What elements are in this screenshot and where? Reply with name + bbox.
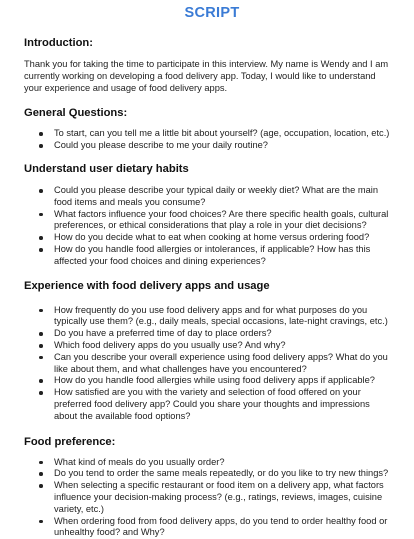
- list-item: When ordering food from food delivery apps, do you tend to order healthy food or unhealthy food? and Why?: [24, 516, 400, 539]
- general-questions-list: [24, 128, 400, 152]
- dietary-habits-section: [24, 162, 400, 268]
- food-preference-list: [24, 457, 400, 539]
- list-item: How frequently do you use food delivery apps and for what purposes do you typically use them? (e.g., daily meals, special occasions, late-night cravings, etc.): [24, 305, 400, 329]
- list-item: Could you please describe to me your daily routine?: [24, 140, 400, 152]
- list-item: Do you have a preferred time of day to place orders?: [24, 328, 400, 340]
- dietary-habits-list: [24, 185, 400, 268]
- list-item: How do you decide what to eat when cooking at home versus ordering food?: [24, 232, 400, 244]
- introduction-heading: Introduction:: [24, 37, 93, 49]
- list-item: What factors influence your food choices? Are there specific health goals, cultural preferences, or ethical considerations that play a role in your diet decisions?: [24, 209, 400, 233]
- list-item: What kind of meals do you usually order?: [24, 457, 400, 469]
- list-item: How satisfied are you with the variety and selection of food offered on your preferred food delivery app? Could you share your thoughts and impressions about the available food options?: [24, 387, 400, 422]
- introduction-paragraph: Thank you for taking the time to participate in this interview. My name is Wendy and I am currently working on developing a food delivery app. Today, I would like to understand your experience and usage of food delivery apps.: [24, 59, 389, 93]
- page-title: SCRIPT: [184, 5, 240, 21]
- list-item: Can you describe your overall experience using food delivery apps? What do you like about them, and what challenges have you encountered?: [24, 352, 400, 376]
- list-item: Could you please describe your typical daily or weekly diet? What are the main food items and meals you consume?: [24, 185, 400, 209]
- list-item: Which food delivery apps do you usually use? And why?: [24, 340, 400, 352]
- general-questions-heading: General Questions:: [24, 107, 128, 120]
- delivery-apps-list: [24, 305, 400, 423]
- delivery-apps-section: [24, 279, 400, 423]
- delivery-apps-heading: Experience with food delivery apps and usage: [24, 279, 270, 292]
- general-questions-section: [24, 106, 400, 152]
- list-item: When selecting a specific restaurant or food item on a delivery app, what factors influence your decision-making process? (e.g., ratings, reviews, images, cuisine variety, etc.): [24, 480, 400, 515]
- list-item: How do you handle food allergies while using food delivery apps if applicable?: [24, 375, 400, 387]
- food-preference-heading: Food preference:: [24, 435, 116, 448]
- list-item: Do you tend to order the same meals repeatedly, or do you like to try new things?: [24, 468, 400, 480]
- list-item: How do you handle food allergies or intolerances, if applicable? How has this affected your food choices and dining experiences?: [24, 244, 400, 268]
- introduction-section: [24, 36, 400, 94]
- food-preference-section: [24, 435, 400, 539]
- dietary-habits-heading: Understand user dietary habits: [24, 162, 189, 175]
- list-item: To start, can you tell me a little bit about yourself? (age, occupation, location, etc.): [24, 128, 400, 140]
